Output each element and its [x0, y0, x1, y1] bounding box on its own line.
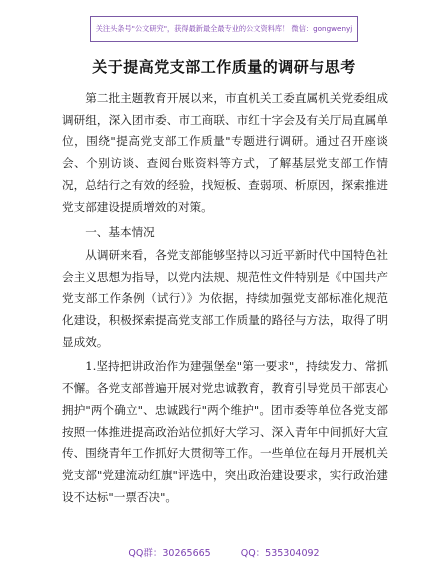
header-banner — [90, 16, 358, 42]
section-paragraph: 1.坚持把讲政治作为建强堡垒"第一要求"，持续发力、常抓不懈。各党支部普遍开展对党忠诚教育，教育引导党员干部衷心拥护"两个确立"、忠诚践行"两个维护"。团市委等单位各党支部按照一体推进提高政治站位抓好大学习、深入青年中间抓好大宣传、围绕青年工作抓好大贯彻等工作。一些单位在每月开展机关党支部"党建流动红旗"评选中，突出政治建设要求，实行政治建设不达标"一票否决"。 — [62, 359, 388, 504]
document-body — [62, 88, 388, 508]
section-paragraph: 从调研来看，各党支部能够坚持以习近平新时代中国特色社会主义思想为指导，以党内法规、规范性文件特别是《中国共产党支部工作条例（试行）》为依据，持续加强党支部标准化规范化建设，积极探索提高党支部工作质量的路径与方法，取得了明显成效。 — [62, 247, 388, 349]
footer-contact — [0, 545, 448, 559]
header-banner-text: 关注头条号"公文研究"，获得最新最全最专业的公文资料库！ 微信：gongwenyj — [95, 24, 353, 33]
document-title: 关于提高党支部工作质量的调研与思考 — [92, 58, 356, 76]
qq-text: QQ：535304092 — [240, 548, 320, 559]
section-heading: 一、基本情况 — [85, 225, 155, 240]
qq-group-text: QQ群：30265665 — [128, 548, 211, 559]
intro-paragraph: 第二批主题教育开展以来，市直机关工委直属机关党委组成调研组，深入团市委、市工商联、市红十字会及有关厅局直属单位，围绕"提高党支部工作质量"专题进行调研。通过召开座谈会、个别访谈、查阅台账资料等方式，了解基层党支部工作情况，总结行之有效的经验，找短板、查弱项、析原因，探索推进党支部建设提质增效的对策。 — [62, 91, 388, 214]
